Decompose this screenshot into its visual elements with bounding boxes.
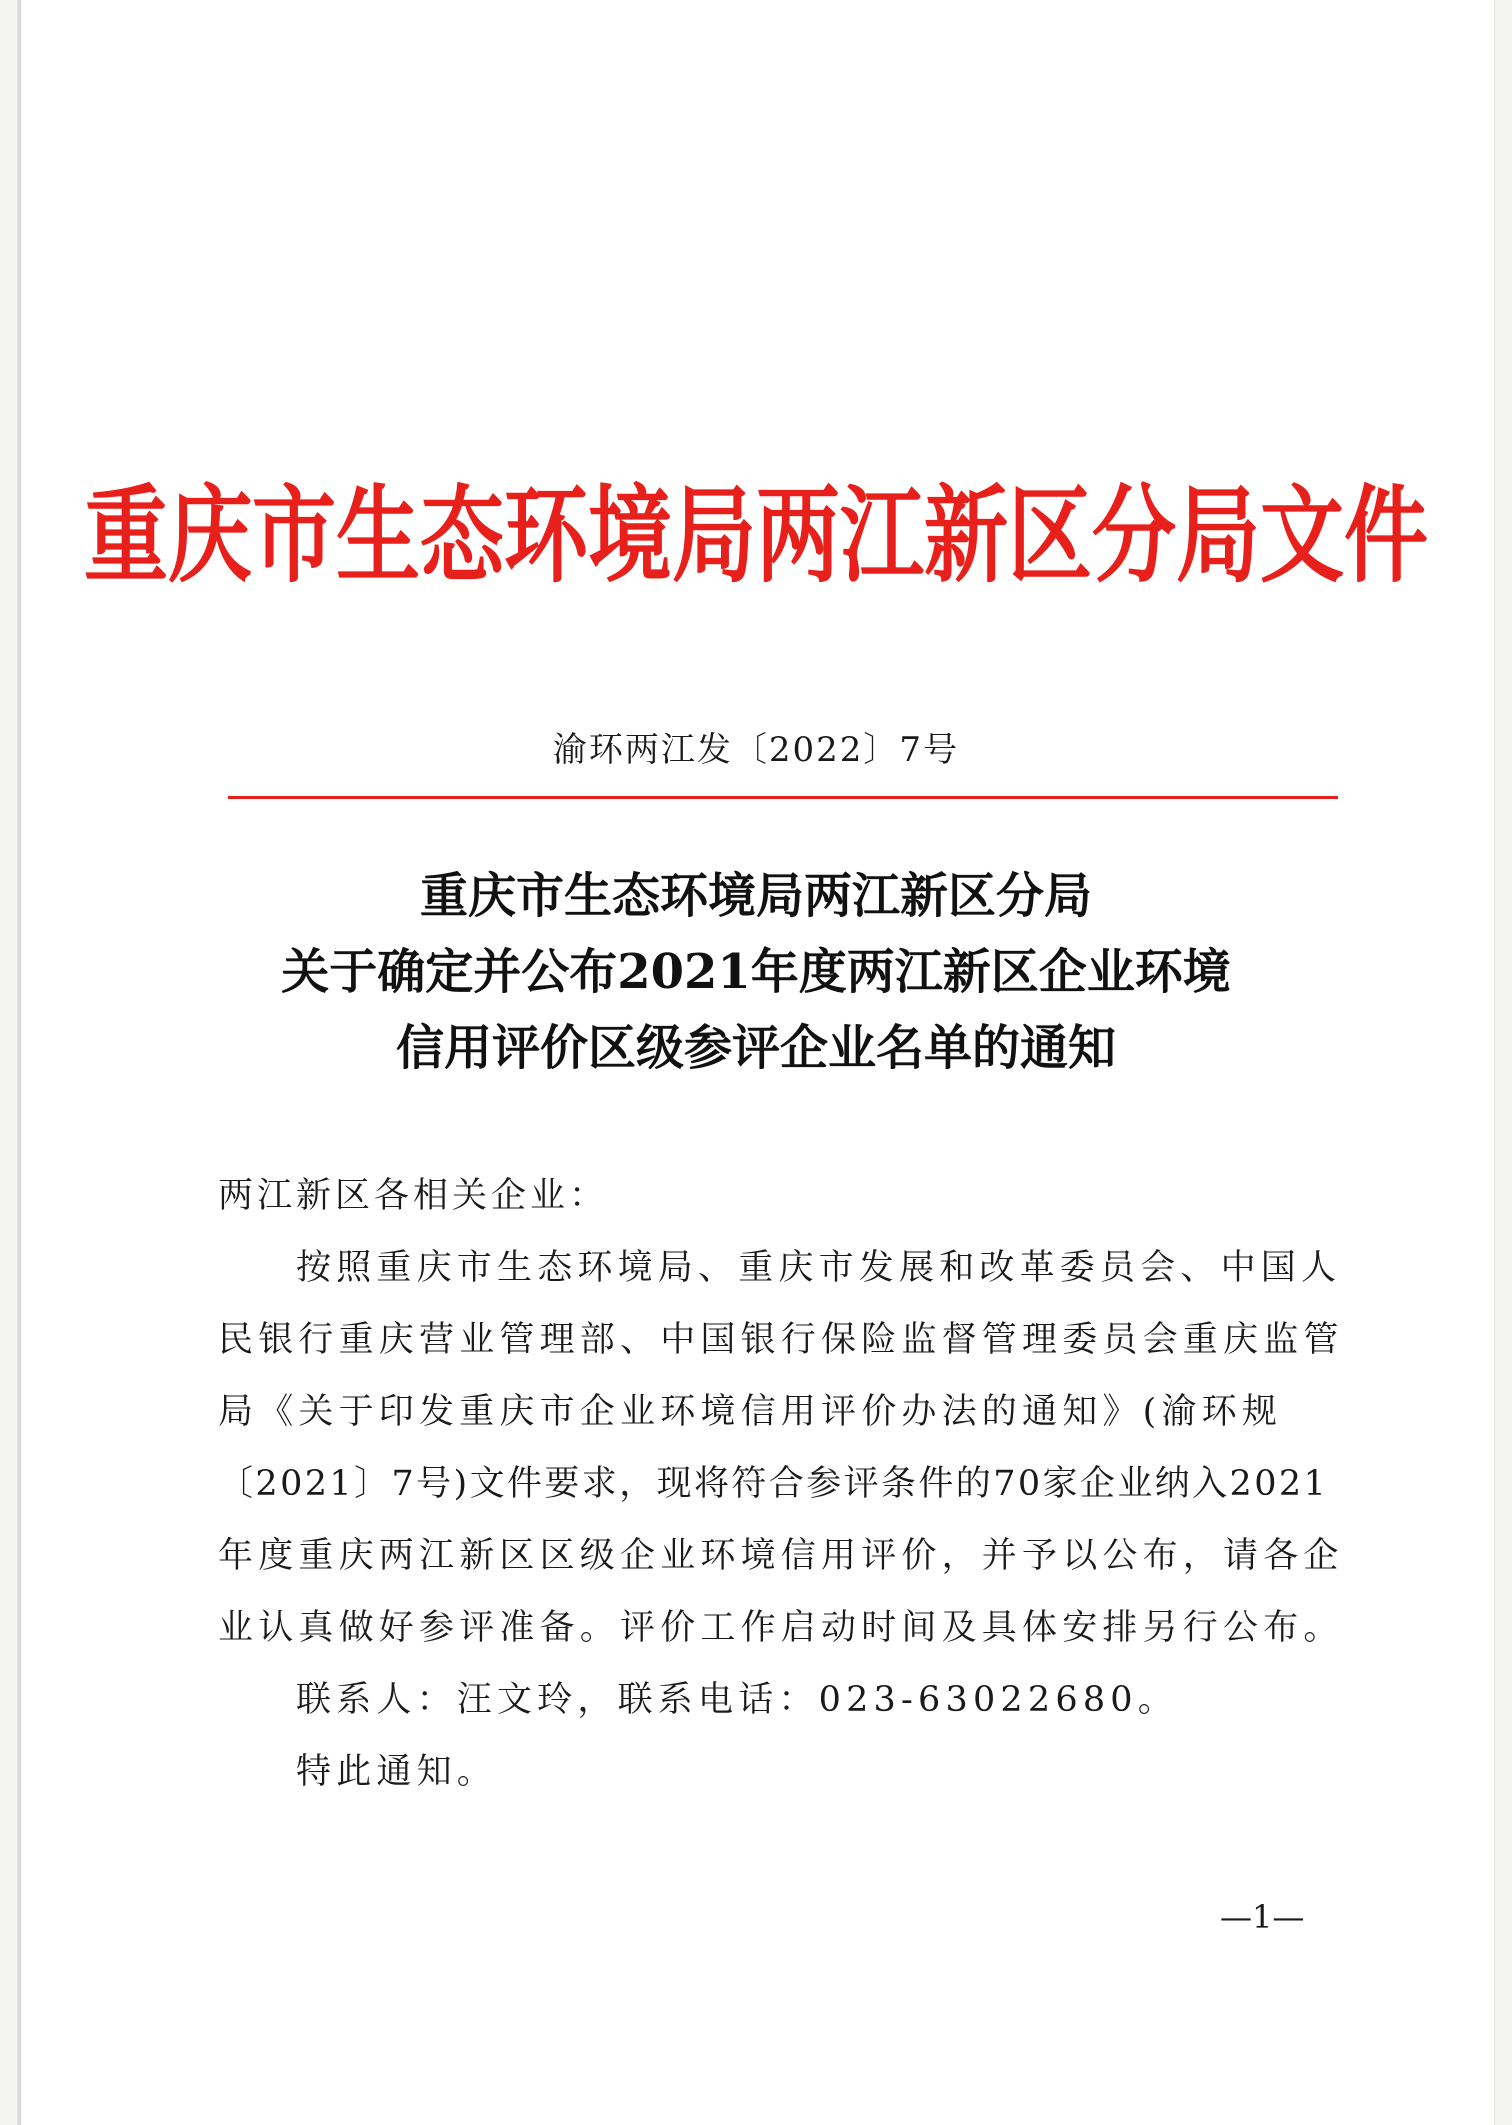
notice-title-line-3: 信用评价区级参评企业名单的通知 — [395, 1020, 1116, 1076]
red-divider-line — [228, 796, 1338, 799]
organization-header-title: 重庆市生态环境局两江新区分局文件 — [83, 473, 1428, 597]
salutation: 两江新区各相关企业： — [218, 1176, 609, 1216]
page-number: —1— — [1220, 1898, 1305, 1936]
paragraph-line-3: 局《关于印发重庆市企业环境信用评价办法的通知》(渝环规 — [218, 1392, 1283, 1432]
notice-title-line-2: 关于确定并公布2021年度两江新区企业环境 — [281, 944, 1231, 1000]
paragraph-line-5: 年度重庆两江新区区级企业环境信用评价，并予以公布，请各企 — [218, 1536, 1344, 1576]
paragraph-line-6: 业认真做好参评准备。评价工作启动时间及具体安排另行公布。 — [218, 1608, 1344, 1648]
paragraph-line-2: 民银行重庆营业管理部、中国银行保险监督管理委员会重庆监管 — [218, 1320, 1344, 1360]
notice-title — [0, 858, 1512, 1086]
contact-line: 联系人：汪文玲，联系电话：023-63022680。 — [296, 1680, 1178, 1720]
paragraph-line-4: 〔2021〕7号)文件要求，现将符合参评条件的70家企业纳入2021 — [218, 1464, 1329, 1504]
notice-title-line-1: 重庆市生态环境局两江新区分局 — [419, 868, 1092, 924]
document-number: 渝环两江发〔2022〕7号 — [552, 730, 960, 770]
closing-line: 特此通知。 — [296, 1752, 498, 1792]
paragraph-line-1: 按照重庆市生态环境局、重庆市发展和改革委员会、中国人 — [296, 1248, 1342, 1288]
